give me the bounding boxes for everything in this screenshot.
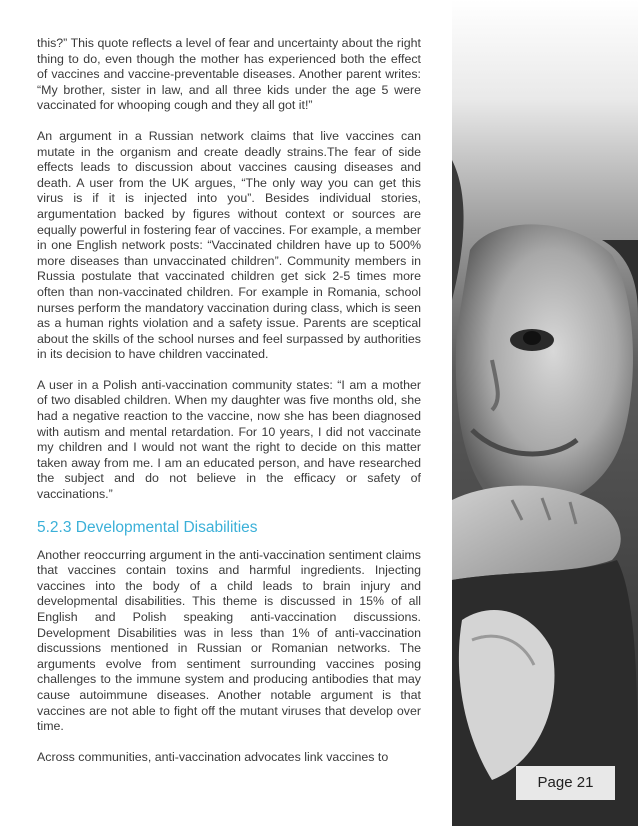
body-paragraph: Another reoccurring argument in the anti-vaccination sentiment claims that vaccines contain toxins and harmful ingredients. Injecting vaccines into the body of a child leads to brain injury and developmental disabilities. This theme is discussed in 15% of all English and Polish speaking anti-vaccination discussions. Development Disabilities was in less than 1% of anti-vaccination discussions mentioned in Russian or Romanian networks. The arguments evolve from sentiment surrounding vaccines posing challenges to the immune system and producing antibodies that may cause autoimmune diseases. Another notable argument is that vaccines are not able to fight off the mutant viruses that develop over time.	[37, 547, 421, 734]
body-paragraph: this?” This quote reflects a level of fear and uncertainty about the right thing to do, even though the mother has experienced both the effect of vaccines and vaccine-preventable diseases. Another parent writes: “My brother, sister in law, and all three kids under the age 5 were vaccinated for whooping cough and they all got it!”	[37, 36, 421, 113]
photo-illustration	[452, 0, 638, 826]
article-body	[37, 36, 421, 780]
body-paragraph: Across communities, anti-vaccination advocates link vaccines to	[37, 749, 389, 764]
page-number-badge: Page 21	[516, 766, 615, 800]
body-paragraph: An argument in a Russian network claims that live vaccines can mutate in the organism and create deadly strains.The fear of side effects leads to discussion about vaccines causing diseases and death. A user from the UK argues, “The only way you can get this virus is if it is injected into you”. Besides individual stories, argumentation backed by figures without context or sources are equally powerful in fostering fear of vaccines. For example, a member in one English network posts: “Vaccinated children have up to 500% more diseases than unvaccinated children”. Community members in Russia postulate that vaccinated children get sick 2-5 times more often than non-vaccinated children. For example in Romania, school nurses perform the mandatory vaccination during class, which is seen as a human rights violation and a safety issue. Parents are sceptical about the skills of the school nurses and feel surpassed by authorities in its decision to have children vaccinated.	[37, 128, 421, 362]
section-heading: 5.2.3 Developmental Disabilities	[37, 518, 258, 536]
child-photo	[452, 0, 638, 826]
body-paragraph: A user in a Polish anti-vaccination community states: “I am a mother of two disabled children. When my daughter was five months old, she had a negative reaction to the vaccine, now she has been diagnosed with autism and mental retardation. For 10 years, I did not vaccinate my children and I would not want the right to decide on this matter taken away from me. I am an educated person, and have researched the subject and do not believe in the efficacy or safety of vaccinations.”	[37, 377, 421, 502]
